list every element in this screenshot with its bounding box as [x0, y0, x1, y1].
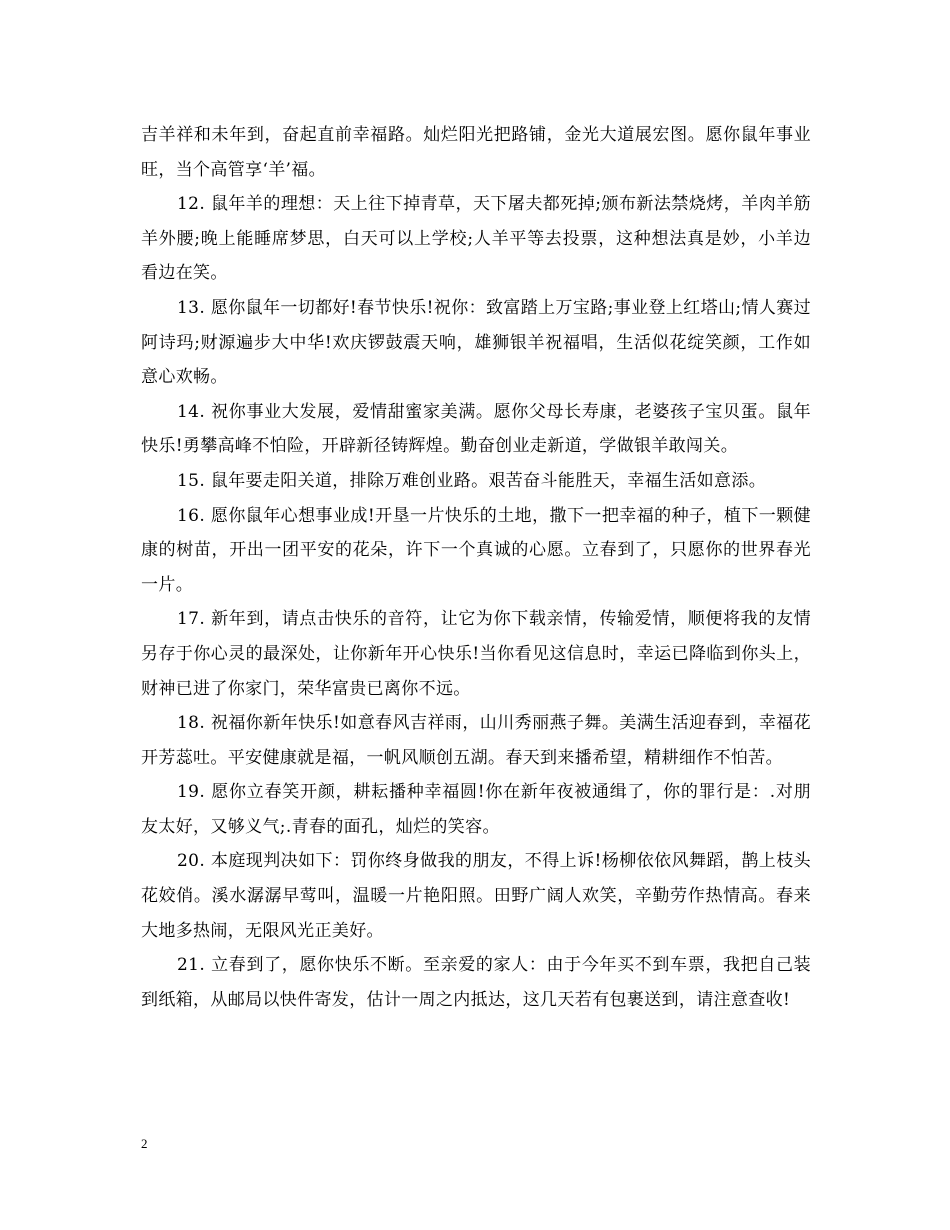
paragraph-item-15: 15. 鼠年要走阳关道，排除万难创业路。艰苦奋斗能胜天，幸福生活如意添。 — [177, 470, 767, 491]
page-number: 2 — [141, 1136, 148, 1151]
paragraph-item-21: 21. 立春到了，愿你快乐不断。至亲爱的家人：由于今年买不到车票，我把自己装到纸箱，从邮局以快件寄发，估计一周之内抵达，这几天若有包裹送到，请注意查收! — [141, 955, 811, 1010]
paragraph-item-13: 13. 愿你鼠年一切都好!春节快乐!祝你：致富踏上万宝路;事业登上红塔山;情人赛过阿诗玛;财源遍步大中华!欢庆锣鼓震天响，雄狮银羊祝福唱，生活似花绽笑颜，工作如意心欢畅。 — [141, 297, 811, 388]
paragraph-item-20: 20. 本庭现判决如下：罚你终身做我的朋友，不得上诉!杨柳依依风舞蹈，鹊上枝头花姣俏。溪水潺潺早莺叫，温暖一片艳阳照。田野广阔人欢笑，辛勤劳作热情高。春来大地多热闹，无限风光正美好。 — [141, 851, 811, 941]
paragraph-item-12: 12. 鼠年羊的理想：天上往下掉青草，天下屠夫都死掉;颁布新法禁烧烤，羊肉羊筋羊外腰;晚上能睡席梦思，白天可以上学校;人羊平等去投票，这种想法真是妙，小羊边看边在笑。 — [141, 194, 811, 284]
paragraph-item-14: 14. 祝你事业大发展，爱情甜蜜家美满。愿你父母长寿康，老婆孩子宝贝蛋。鼠年快乐!勇攀高峰不怕险，开辟新径铸辉煌。勤奋创业走新道，学做银羊敢闯关。 — [141, 401, 811, 457]
paragraph-item-18: 18. 祝福你新年快乐!如意春风吉祥雨，山川秀丽燕子舞。美满生活迎春到，幸福花开芳蕊吐。平安健康就是福，一帆风顺创五湖。春天到来播希望，精耕细作不怕苦。 — [141, 713, 811, 768]
paragraph-item-17: 17. 新年到，请点击快乐的音符，让它为你下载亲情，传输爱情，顺便将我的友情另存于你心灵的最深处，让你新年开心快乐!当你看见这信息时，幸运已降临到你头上，财神已进了你家门，荣华富贵已离你不远。 — [141, 609, 811, 699]
paragraph-continuation: 吉羊祥和未年到，奋起直前幸福路。灿烂阳光把路铺，金光大道展宏图。愿你鼠年事业旺，当个高管享‘羊’福。 — [141, 125, 811, 180]
paragraph-item-16: 16. 愿你鼠年心想事业成!开垦一片快乐的土地，撒下一把幸福的种子，植下一颗健康的树苗，开出一团平安的花朵，许下一个真诚的心愿。立春到了，只愿你的世界春光一片。 — [141, 505, 811, 595]
document-body — [141, 118, 811, 1017]
paragraph-item-19: 19. 愿你立春笑开颜，耕耘播种幸福圆!你在新年夜被通缉了，你的罪行是：.对朋友太好，又够义气;.青春的面孔，灿烂的笑容。 — [141, 782, 811, 837]
